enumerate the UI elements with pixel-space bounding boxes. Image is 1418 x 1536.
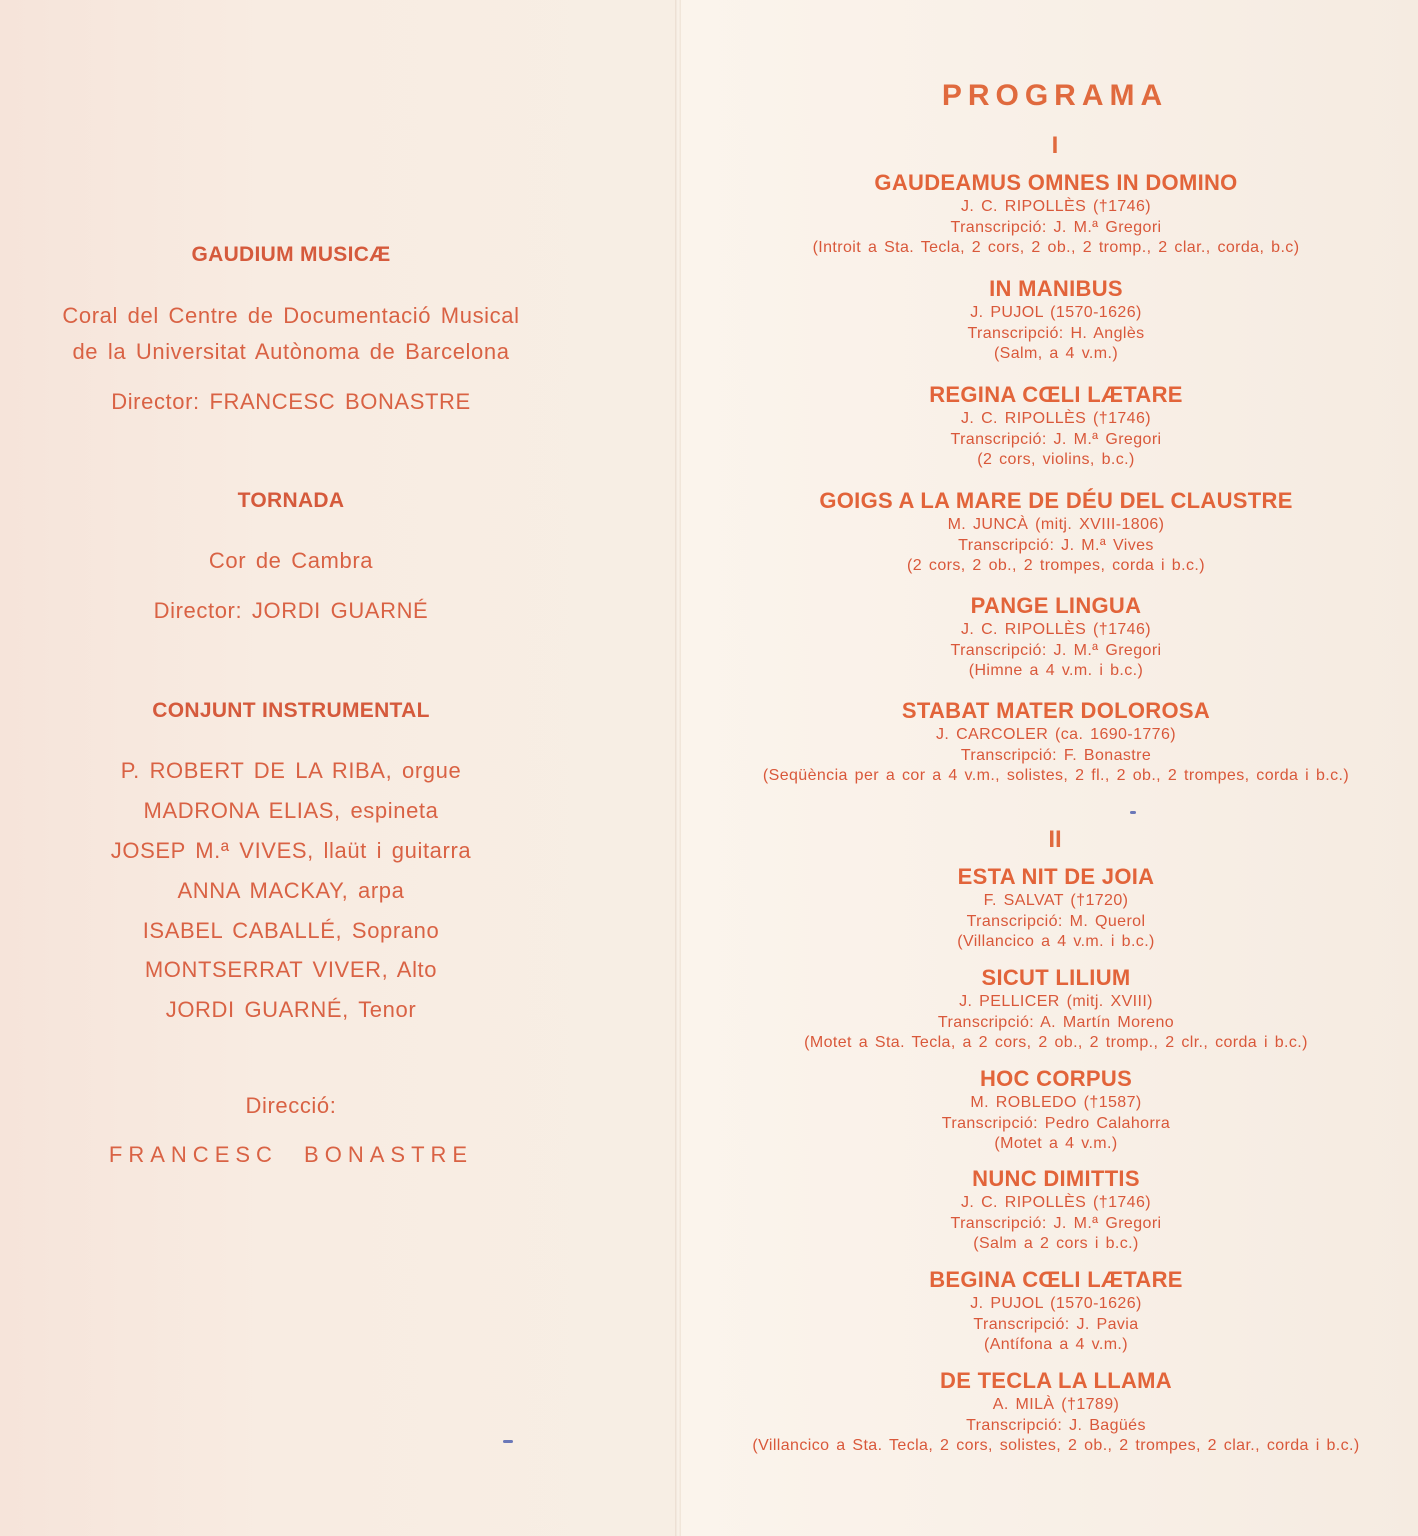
piece-composer: J. PUJOL (1570-1626) <box>970 1295 1142 1312</box>
piece-scoring: (2 cors, violins, b.c.) <box>977 451 1135 468</box>
piece-scoring: (Motet a 4 v.m.) <box>994 1135 1118 1152</box>
piece-title: HOC CORPUS <box>979 1066 1133 1091</box>
musician-line: MONTSERRAT VIVER, Alto <box>144 957 438 982</box>
program-piece <box>681 964 1418 1054</box>
piece-transcription: Transcripció: M. Querol <box>966 912 1146 930</box>
piece-scoring: (Villancico a Sta. Tecla, 2 cors, solistes, 2 ob., 2 trompes, 2 clar., corda i b.c.) <box>752 1437 1360 1454</box>
piece-transcription: Transcripció: H. Anglès <box>967 324 1145 342</box>
program-piece <box>681 1266 1418 1356</box>
ensemble-director: Director: JORDI GUARNÉ <box>153 598 429 623</box>
ensemble-title-conjunt: CONJUNT INSTRUMENTAL <box>152 699 430 722</box>
piece-composer: M. JUNCÀ (mitj. XVIII-1806) <box>947 516 1165 533</box>
piece-title: STABAT MATER DOLOROSA <box>901 698 1211 723</box>
program-piece <box>681 592 1418 682</box>
program-piece <box>681 381 1418 471</box>
ink-speck <box>1130 811 1136 814</box>
piece-composer: J. PUJOL (1570-1626) <box>970 304 1142 321</box>
ink-speck <box>503 1440 513 1443</box>
piece-composer: M. ROBLEDO (†1587) <box>970 1094 1142 1111</box>
program-piece <box>681 1165 1418 1255</box>
program-title: PROGRAMA <box>941 79 1169 112</box>
piece-title: BEGINA CŒLI LÆTARE <box>929 1267 1183 1292</box>
piece-composer: J. CARCOLER (ca. 1690-1776) <box>935 726 1176 743</box>
piece-composer: J. C. RIPOLLÈS (†1746) <box>961 198 1151 215</box>
piece-title: ESTA NIT DE JOIA <box>957 864 1155 889</box>
ensemble-director: Director: FRANCESC BONASTRE <box>111 389 471 414</box>
piece-composer: J. C. RIPOLLÈS (†1746) <box>961 621 1151 638</box>
piece-title: PANGE LINGUA <box>970 593 1142 618</box>
piece-scoring: (Salm a 2 cors i b.c.) <box>973 1235 1139 1252</box>
ensemble-line: Coral del Centre de Documentació Musical <box>62 303 520 328</box>
program-piece <box>681 863 1418 953</box>
musician-line: ISABEL CABALLÉ, Soprano <box>142 918 440 943</box>
ensemble-line: Cor de Cambra <box>208 548 374 573</box>
piece-scoring: (Villancico a 4 v.m. i b.c.) <box>957 933 1155 950</box>
ensemble-title-gaudium: GAUDIUM MUSICÆ <box>191 243 391 266</box>
piece-title: IN MANIBUS <box>989 276 1123 301</box>
piece-composer: J. PELLICER (mitj. XVIII) <box>959 993 1153 1010</box>
piece-scoring: (Introit a Sta. Tecla, 2 cors, 2 ob., 2 tromp., 2 clar., corda, b.c) <box>812 239 1300 256</box>
musician-line: JORDI GUARNÉ, Tenor <box>165 997 417 1022</box>
program-piece <box>681 1367 1418 1457</box>
piece-title: REGINA CŒLI LÆTARE <box>929 382 1183 407</box>
piece-transcription: Transcripció: J. M.ª Gregori <box>950 641 1162 659</box>
piece-scoring: (Seqüència per a cor a 4 v.m., solistes, 2 fl., 2 ob., 2 trompes, corda i b.c.) <box>762 767 1350 784</box>
piece-title: NUNC DIMITTIS <box>972 1166 1140 1191</box>
piece-transcription: Transcripció: J. M.ª Gregori <box>950 218 1162 236</box>
piece-scoring: (Antífona a 4 v.m.) <box>983 1336 1129 1353</box>
musician-line: P. ROBERT DE LA RIBA, orgue <box>120 758 462 783</box>
piece-scoring: (Himne a 4 v.m. i b.c.) <box>968 662 1144 679</box>
part-numeral: I <box>1051 132 1059 159</box>
part-numeral: II <box>1048 826 1062 853</box>
piece-composer: A. MILÀ (†1789) <box>992 1396 1120 1413</box>
musician-line: ANNA MACKAY, arpa <box>177 878 405 903</box>
program-piece <box>681 487 1418 577</box>
piece-scoring: (2 cors, 2 ob., 2 trompes, corda i b.c.) <box>907 557 1205 574</box>
program-piece <box>681 697 1418 787</box>
direction-name: FRANCESC BONASTRE <box>108 1142 474 1167</box>
piece-composer: J. C. RIPOLLÈS (†1746) <box>961 410 1151 427</box>
direction-label: Direcció: <box>245 1093 337 1118</box>
musician-line: MADRONA ELIAS, espineta <box>143 798 439 823</box>
piece-transcription: Transcripció: Pedro Calahorra <box>941 1114 1171 1132</box>
piece-transcription: Transcripció: J. M.ª Gregori <box>950 1214 1162 1232</box>
piece-transcription: Transcripció: J. Bagüés <box>966 1416 1146 1434</box>
piece-transcription: Transcripció: J. Pavia <box>973 1315 1139 1333</box>
musician-line: JOSEP M.ª VIVES, llaüt i guitarra <box>110 838 472 863</box>
piece-scoring: (Salm, a 4 v.m.) <box>993 345 1119 362</box>
piece-title: SICUT LILIUM <box>981 965 1131 990</box>
piece-transcription: Transcripció: A. Martín Moreno <box>937 1013 1175 1031</box>
piece-title: DE TECLA LA LLAMA <box>940 1368 1172 1393</box>
piece-transcription: Transcripció: J. M.ª Gregori <box>950 430 1162 448</box>
piece-title: GOIGS A LA MARE DE DÉU DEL CLAUSTRE <box>819 488 1293 513</box>
piece-title: GAUDEAMUS OMNES IN DOMINO <box>874 170 1238 195</box>
ensemble-line: de la Universitat Autònoma de Barcelona <box>72 339 510 364</box>
piece-composer: F. SALVAT (†1720) <box>983 892 1129 909</box>
piece-composer: J. C. RIPOLLÈS (†1746) <box>961 1194 1151 1211</box>
piece-transcription: Transcripció: F. Bonastre <box>960 746 1152 764</box>
program-piece <box>681 169 1418 259</box>
program-piece <box>681 275 1418 365</box>
piece-transcription: Transcripció: J. M.ª Vives <box>958 536 1154 554</box>
ensemble-title-tornada: TORNADA <box>237 489 345 512</box>
program-piece <box>681 1065 1418 1155</box>
piece-scoring: (Motet a Sta. Tecla, a 2 cors, 2 ob., 2 tromp., 2 clr., corda i b.c.) <box>804 1034 1308 1051</box>
